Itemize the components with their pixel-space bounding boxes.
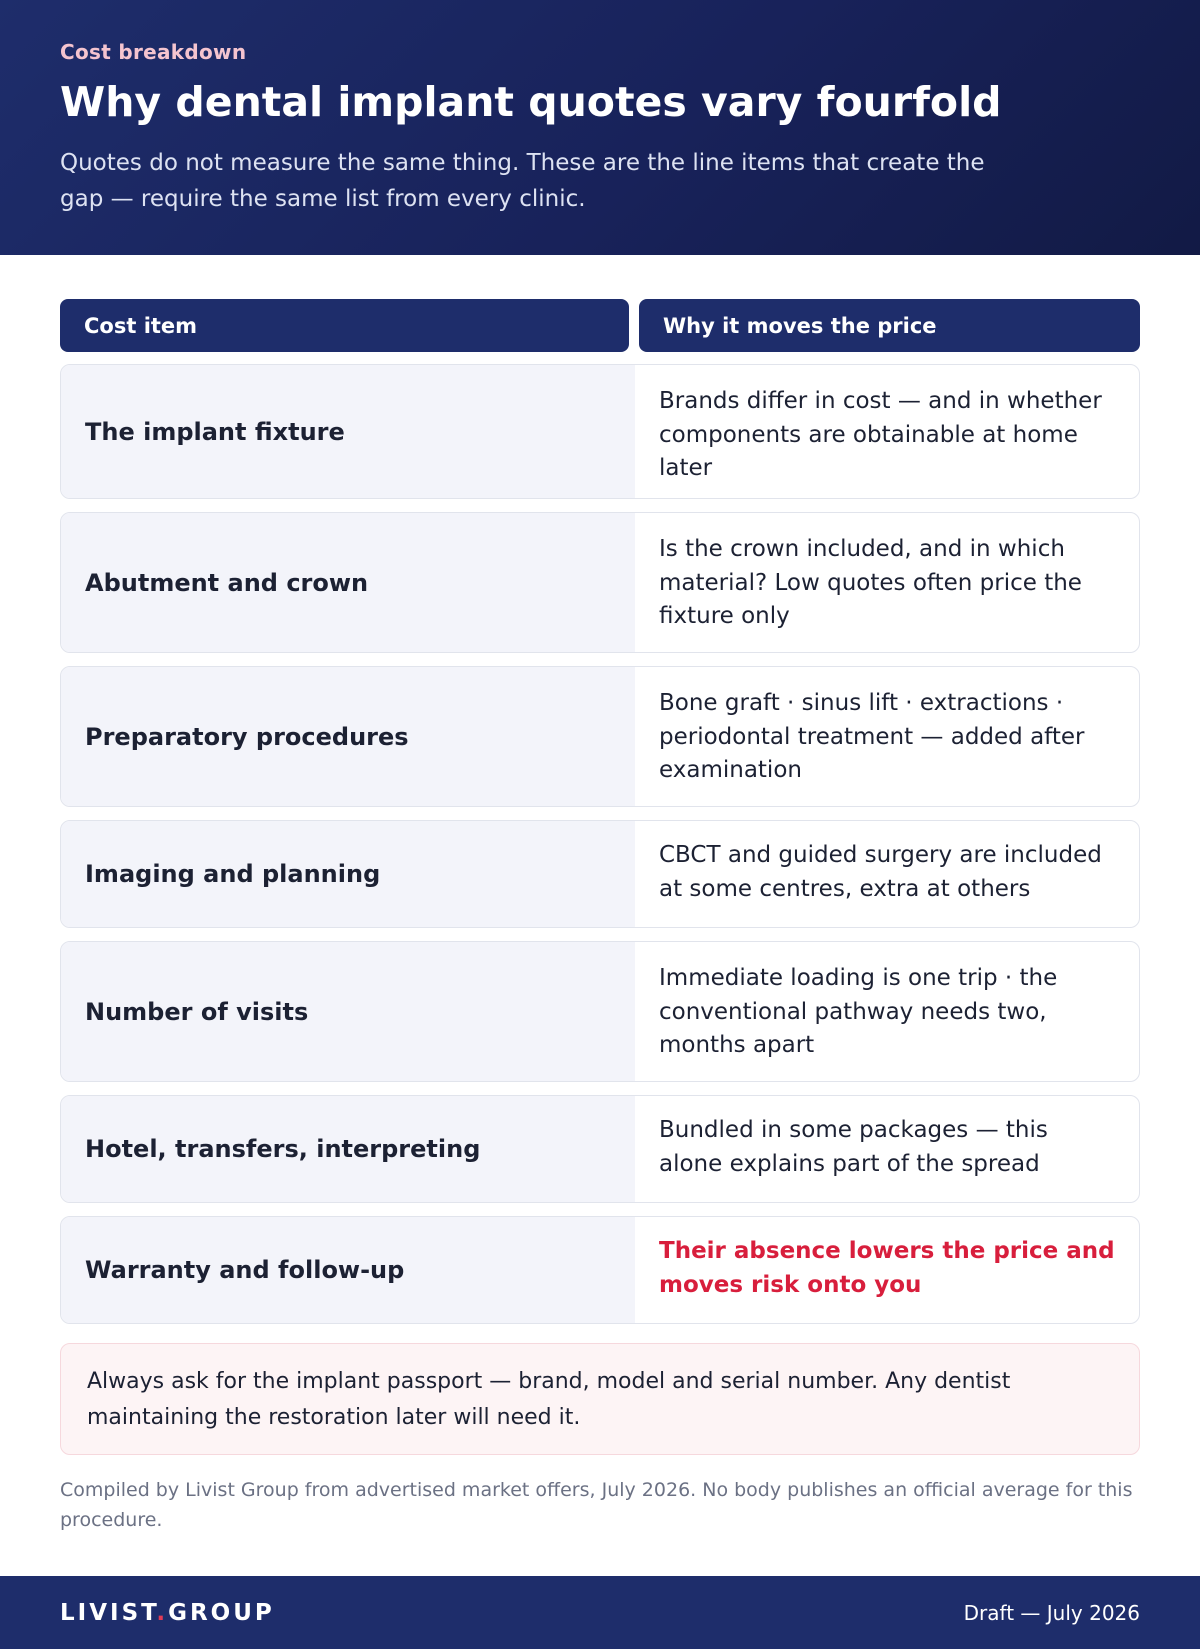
draft-status: Draft — July 2026 [963, 1600, 1140, 1625]
cost-item-cell: Hotel, transfers, interpreting [61, 1096, 635, 1202]
cost-item-cell: Preparatory procedures [61, 667, 635, 806]
table-row [60, 820, 1140, 928]
table-row [60, 666, 1140, 807]
reason-cell: CBCT and guided surgery are included at some centres, extra at others [659, 842, 1102, 902]
table-row [60, 364, 1140, 499]
reason-cell: Bundled in some packages — this alone explains part of the spread [659, 1117, 1048, 1177]
implant-passport-note: Always ask for the implant passport — brand, model and serial number. Any dentist maintaining the restoration later will need it. [60, 1343, 1140, 1455]
livist-group-logo [60, 1600, 275, 1626]
cost-item-cell: Number of visits [61, 942, 635, 1081]
cost-item-cell: Warranty and follow-up [61, 1217, 635, 1323]
page-title: Why dental implant quotes vary fourfold [60, 78, 1002, 126]
table-row [60, 512, 1140, 653]
table-row [60, 941, 1140, 1082]
reason-cell: Brands differ in cost — and in whether components are obtainable at home later [659, 388, 1102, 481]
reason-cell: Bone graft · sinus lift · extractions · periodontal treatment — added after examination [659, 690, 1085, 783]
logo-text-right: GROUP [168, 1599, 275, 1626]
logo-dot: . [156, 1599, 169, 1626]
source-note: Compiled by Livist Group from advertised market offers, July 2026. No body publishes an official average for this procedure. [60, 1479, 1133, 1531]
reason-cell-warning: Their absence lowers the price and moves risk onto you [659, 1238, 1115, 1298]
page-footer [0, 1576, 1200, 1649]
column-header-why: Why it moves the price [639, 299, 1140, 352]
reason-cell: Is the crown included, and in which material? Low quotes often price the fixture only [659, 536, 1082, 629]
eyebrow-label: Cost breakdown [60, 40, 247, 64]
reason-cell: Immediate loading is one trip · the conventional pathway needs two, months apart [659, 965, 1058, 1058]
table-header [60, 299, 1140, 352]
table-row [60, 1216, 1140, 1324]
cost-item-cell: The implant fixture [61, 365, 635, 498]
table-row [60, 1095, 1140, 1203]
page-header [0, 0, 1200, 255]
cost-item-cell: Abutment and crown [61, 513, 635, 652]
page-subtitle: Quotes do not measure the same thing. These are the line items that create the gap — require the same list from every clinic. [60, 150, 985, 213]
logo-text-left: LIVIST [60, 1599, 157, 1626]
cost-item-cell: Imaging and planning [61, 821, 635, 927]
cost-table [60, 299, 1140, 1337]
column-header-cost-item: Cost item [60, 299, 629, 352]
